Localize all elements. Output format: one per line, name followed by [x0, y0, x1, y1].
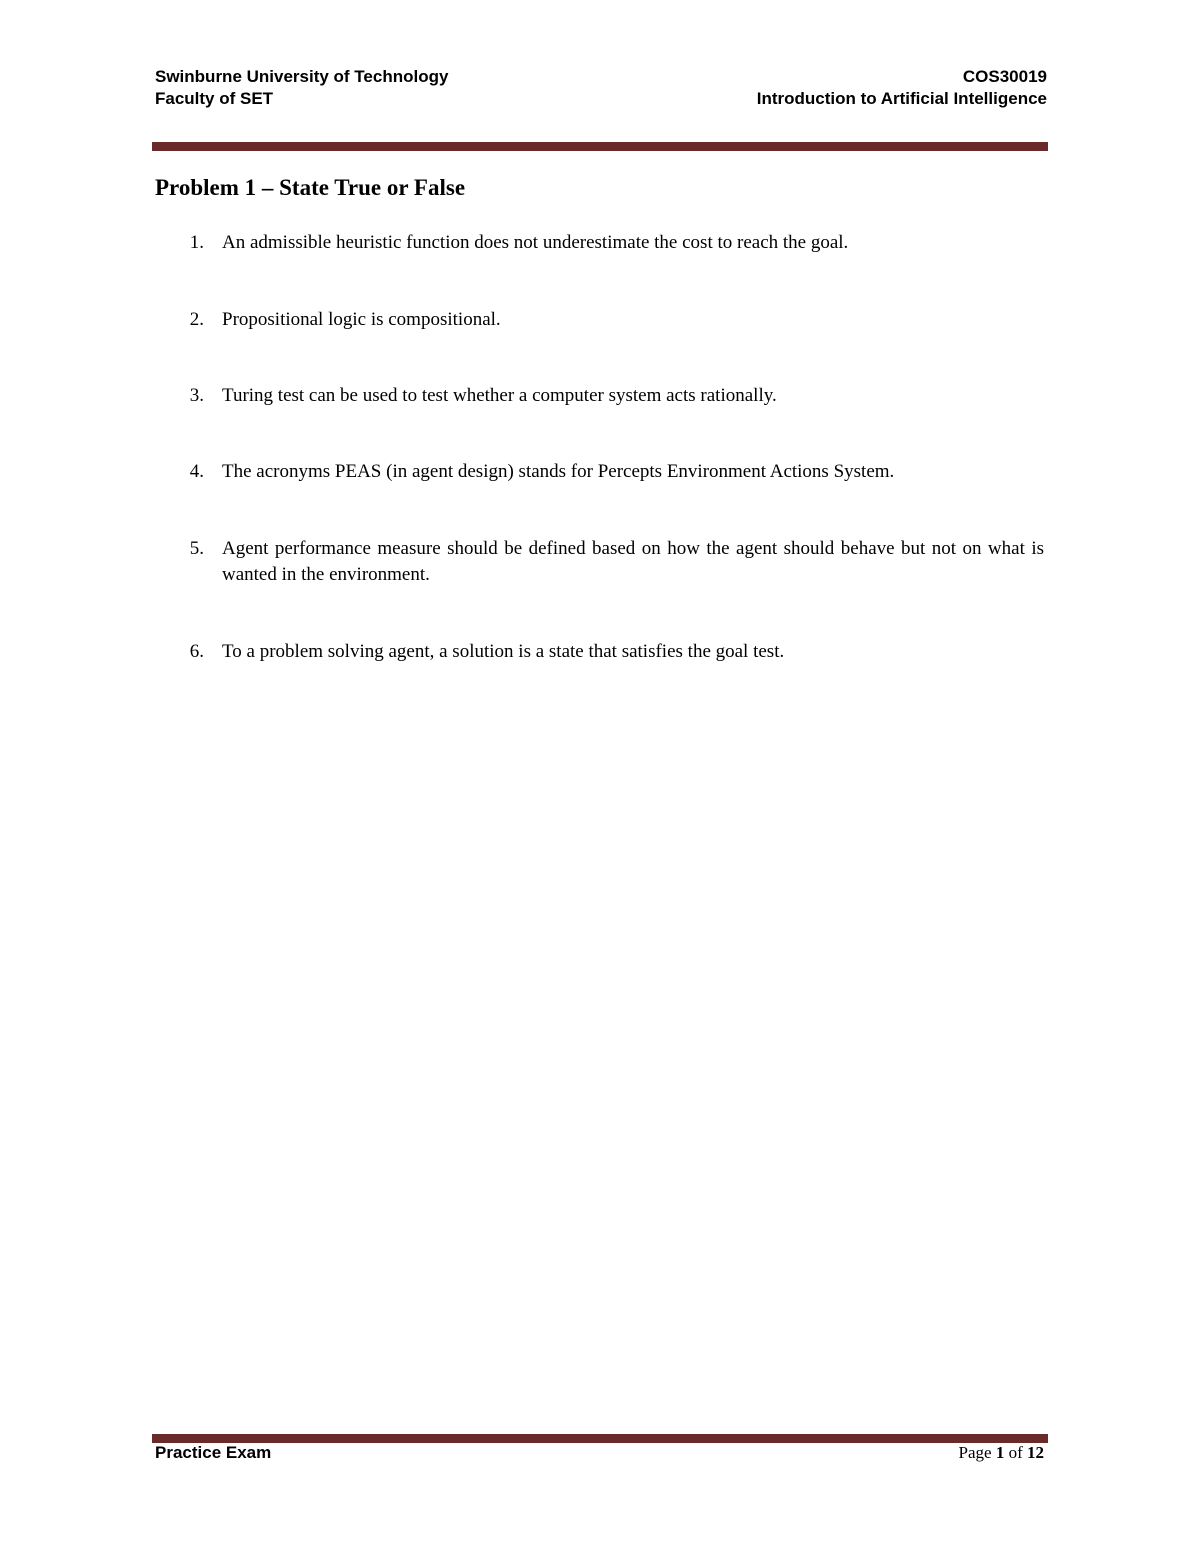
header-row-1	[155, 66, 1047, 88]
page-current: 1	[995, 1443, 1005, 1462]
unit-name: Introduction to Artificial Intelligence	[756, 89, 1047, 108]
question-text: The acronyms PEAS (in agent design) stands for Percepts Environment Actions System.	[222, 461, 895, 482]
university-name: Swinburne University of Technology	[155, 67, 449, 86]
question-item	[155, 639, 1044, 665]
question-text: Turing test can be used to test whether a computer system acts rationally.	[222, 385, 777, 406]
page-footer	[155, 1443, 1044, 1463]
question-item	[155, 459, 1044, 485]
page-indicator	[959, 1443, 1044, 1463]
unit-code: COS30019	[962, 67, 1047, 86]
question-text: Agent performance measure should be defined based on how the agent should behave but not on what is wanted in the environment.	[222, 538, 1044, 585]
footer-divider	[152, 1434, 1048, 1443]
problem-title: Problem 1 – State True or False	[155, 175, 466, 200]
page-total: 12	[1027, 1443, 1044, 1462]
question-text: An admissible heuristic function does not underestimate the cost to reach the goal.	[222, 232, 849, 253]
question-number: 5.	[189, 538, 204, 559]
page-word: Page	[958, 1443, 992, 1462]
exam-label: Practice Exam	[155, 1443, 272, 1462]
of-word: of	[1008, 1443, 1023, 1462]
header-divider	[152, 142, 1048, 151]
question-number: 4.	[189, 461, 204, 482]
question-item	[155, 230, 1044, 256]
page-header	[155, 66, 1047, 110]
question-number: 6.	[189, 641, 204, 662]
question-item	[155, 536, 1044, 588]
question-text: Propositional logic is compositional.	[222, 309, 501, 330]
question-item	[155, 383, 1044, 409]
header-row-2	[155, 88, 1047, 110]
question-item	[155, 307, 1044, 333]
question-text: To a problem solving agent, a solution is a state that satisfies the goal test.	[222, 641, 785, 662]
question-number: 3.	[189, 385, 204, 406]
question-number: 1.	[189, 232, 204, 253]
faculty-name: Faculty of SET	[155, 89, 274, 108]
question-number: 2.	[189, 309, 204, 330]
